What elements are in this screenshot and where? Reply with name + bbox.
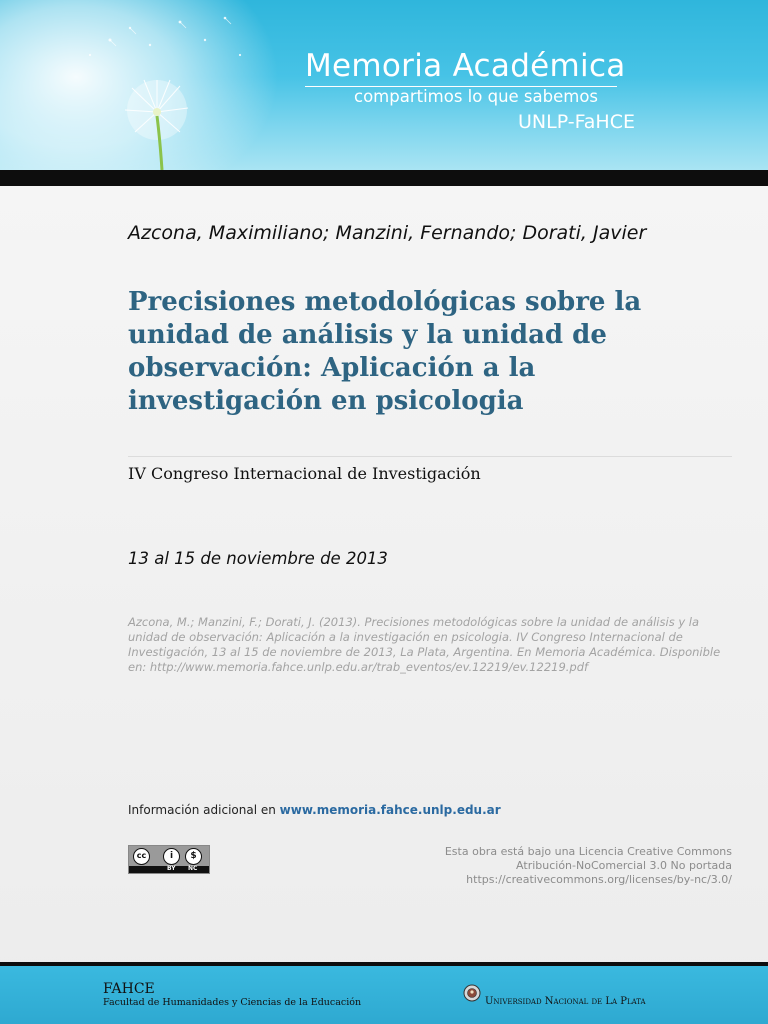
citation: Azcona, M.; Manzini, F.; Dorati, J. (2013). Precisiones metodológicas sobre la unidad de análisis y la unidad de observación: Aplicación a la investigación en psicologia. IV Congreso Internacional de Investigación, 13 al 15 de noviembre de 2013, La Plata, Argentina. En Memoria Académica. Disponible en: http://www.memoria.fahce.unlp.edu.ar/trab_eventos/ev.12219/ev.12219.pdf <box>128 615 721 674</box>
license-line-1: Esta obra está bajo una Licencia Creative Commons <box>444 845 732 858</box>
title-divider <box>128 456 732 457</box>
license-line-2: Atribución-NoComercial 3.0 No portada <box>516 859 732 872</box>
brand-subtitle: compartimos lo que sabemos <box>354 87 599 106</box>
authors: Azcona, Maximiliano; Manzini, Fernando; Dorati, Javier <box>128 222 647 244</box>
brand-title: Memoria Académica <box>305 48 626 84</box>
nc-label: NC <box>188 865 198 872</box>
by-label: BY <box>167 865 176 872</box>
dandelion-illustration <box>20 0 280 170</box>
event-date: 13 al 15 de noviembre de 2013 <box>128 549 388 568</box>
document-title: Precisiones metodológicas sobre la unidad de análisis y la unidad de observación: Aplicación a la investigación en psicologia <box>128 287 642 416</box>
unlp-name: Universidad Nacional de La Plata <box>485 996 646 1007</box>
noncommercial-icon: $ <box>185 848 202 865</box>
event-name: IV Congreso Internacional de Investigación <box>128 464 481 483</box>
cc-icon: cc <box>133 848 150 865</box>
additional-info <box>128 803 501 817</box>
creative-commons-badge[interactable] <box>128 845 210 874</box>
license-url[interactable]: https://creativecommons.org/licenses/by-nc/3.0/ <box>466 873 732 886</box>
header-divider-bar <box>0 170 768 186</box>
license-text <box>412 845 732 887</box>
additional-info-prefix: Información adicional en <box>128 803 280 817</box>
fahce-logo-abbr: FAHCE <box>103 981 155 997</box>
unlp-seal-icon <box>463 984 481 1002</box>
header-banner <box>0 0 768 170</box>
institution-label: UNLP-FaHCE <box>518 111 635 133</box>
repository-link[interactable]: www.memoria.fahce.unlp.edu.ar <box>279 803 501 817</box>
fahce-logo-name: Facultad de Humanidades y Ciencias de la Educación <box>103 997 362 1008</box>
attribution-icon: i <box>163 848 180 865</box>
